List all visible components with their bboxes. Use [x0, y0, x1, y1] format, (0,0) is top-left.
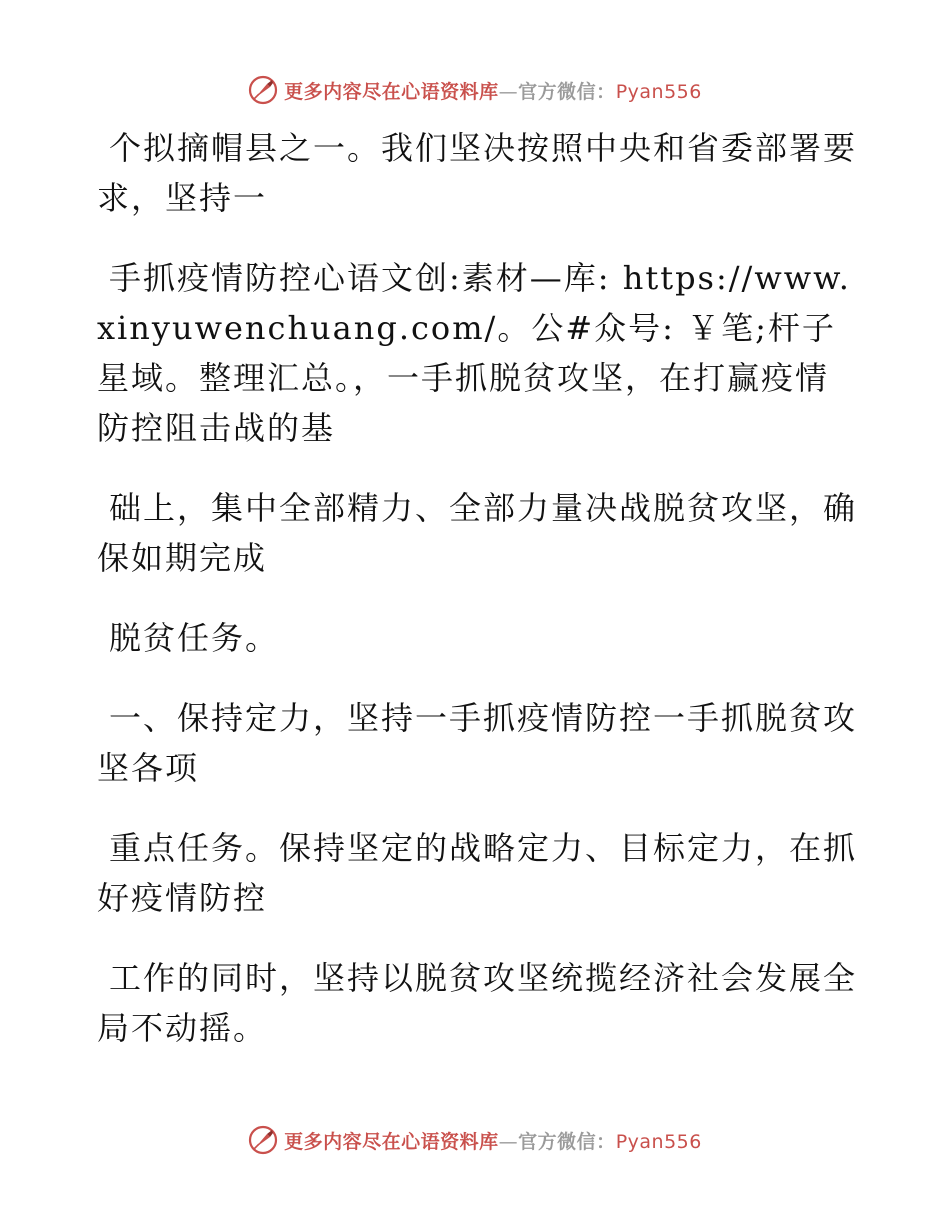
banner-wechat-id: Pyan556	[615, 80, 702, 103]
paragraph-3: 础上，集中全部精力、全部力量决战脱贫攻坚，确保如期完成	[97, 489, 858, 577]
footer-banner	[0, 1120, 950, 1160]
paragraph-2: 手抓疫情防控心语文创:素材—库: https://www.xinyuwenchuang.com/。公#众号: ￥笔;杆子星域。整理汇总。，一手抓脱贫攻坚，在打赢疫情防控阻击战的基	[97, 259, 851, 447]
quill-logo-icon	[248, 1125, 278, 1155]
paragraph-6: 重点任务。保持坚定的战略定力、目标定力，在抓好疫情防控	[97, 829, 858, 917]
header-banner	[0, 70, 950, 110]
document-body	[97, 123, 857, 1083]
banner-label: 官方微信：	[518, 80, 616, 103]
banner-wechat-id: Pyan556	[615, 1130, 702, 1153]
banner-text	[284, 77, 702, 104]
paragraph-4: 脱贫任务。	[109, 619, 280, 657]
banner-main-text: 更多内容尽在心语资料库	[284, 1130, 499, 1153]
banner-dash: —	[498, 80, 519, 103]
banner-label: 官方微信：	[518, 1130, 616, 1153]
paragraph-5: 一、保持定力，坚持一手抓疫情防控一手抓脱贫攻坚各项	[97, 699, 858, 787]
banner-text	[284, 1127, 702, 1154]
banner-dash: —	[498, 1130, 519, 1153]
banner-main-text: 更多内容尽在心语资料库	[284, 80, 499, 103]
quill-logo-icon	[248, 75, 278, 105]
paragraph-1: 个拟摘帽县之一。我们坚决按照中央和省委部署要求，坚持一	[97, 129, 858, 217]
paragraph-7: 工作的同时，坚持以脱贫攻坚统揽经济社会发展全局不动摇。	[97, 959, 858, 1047]
